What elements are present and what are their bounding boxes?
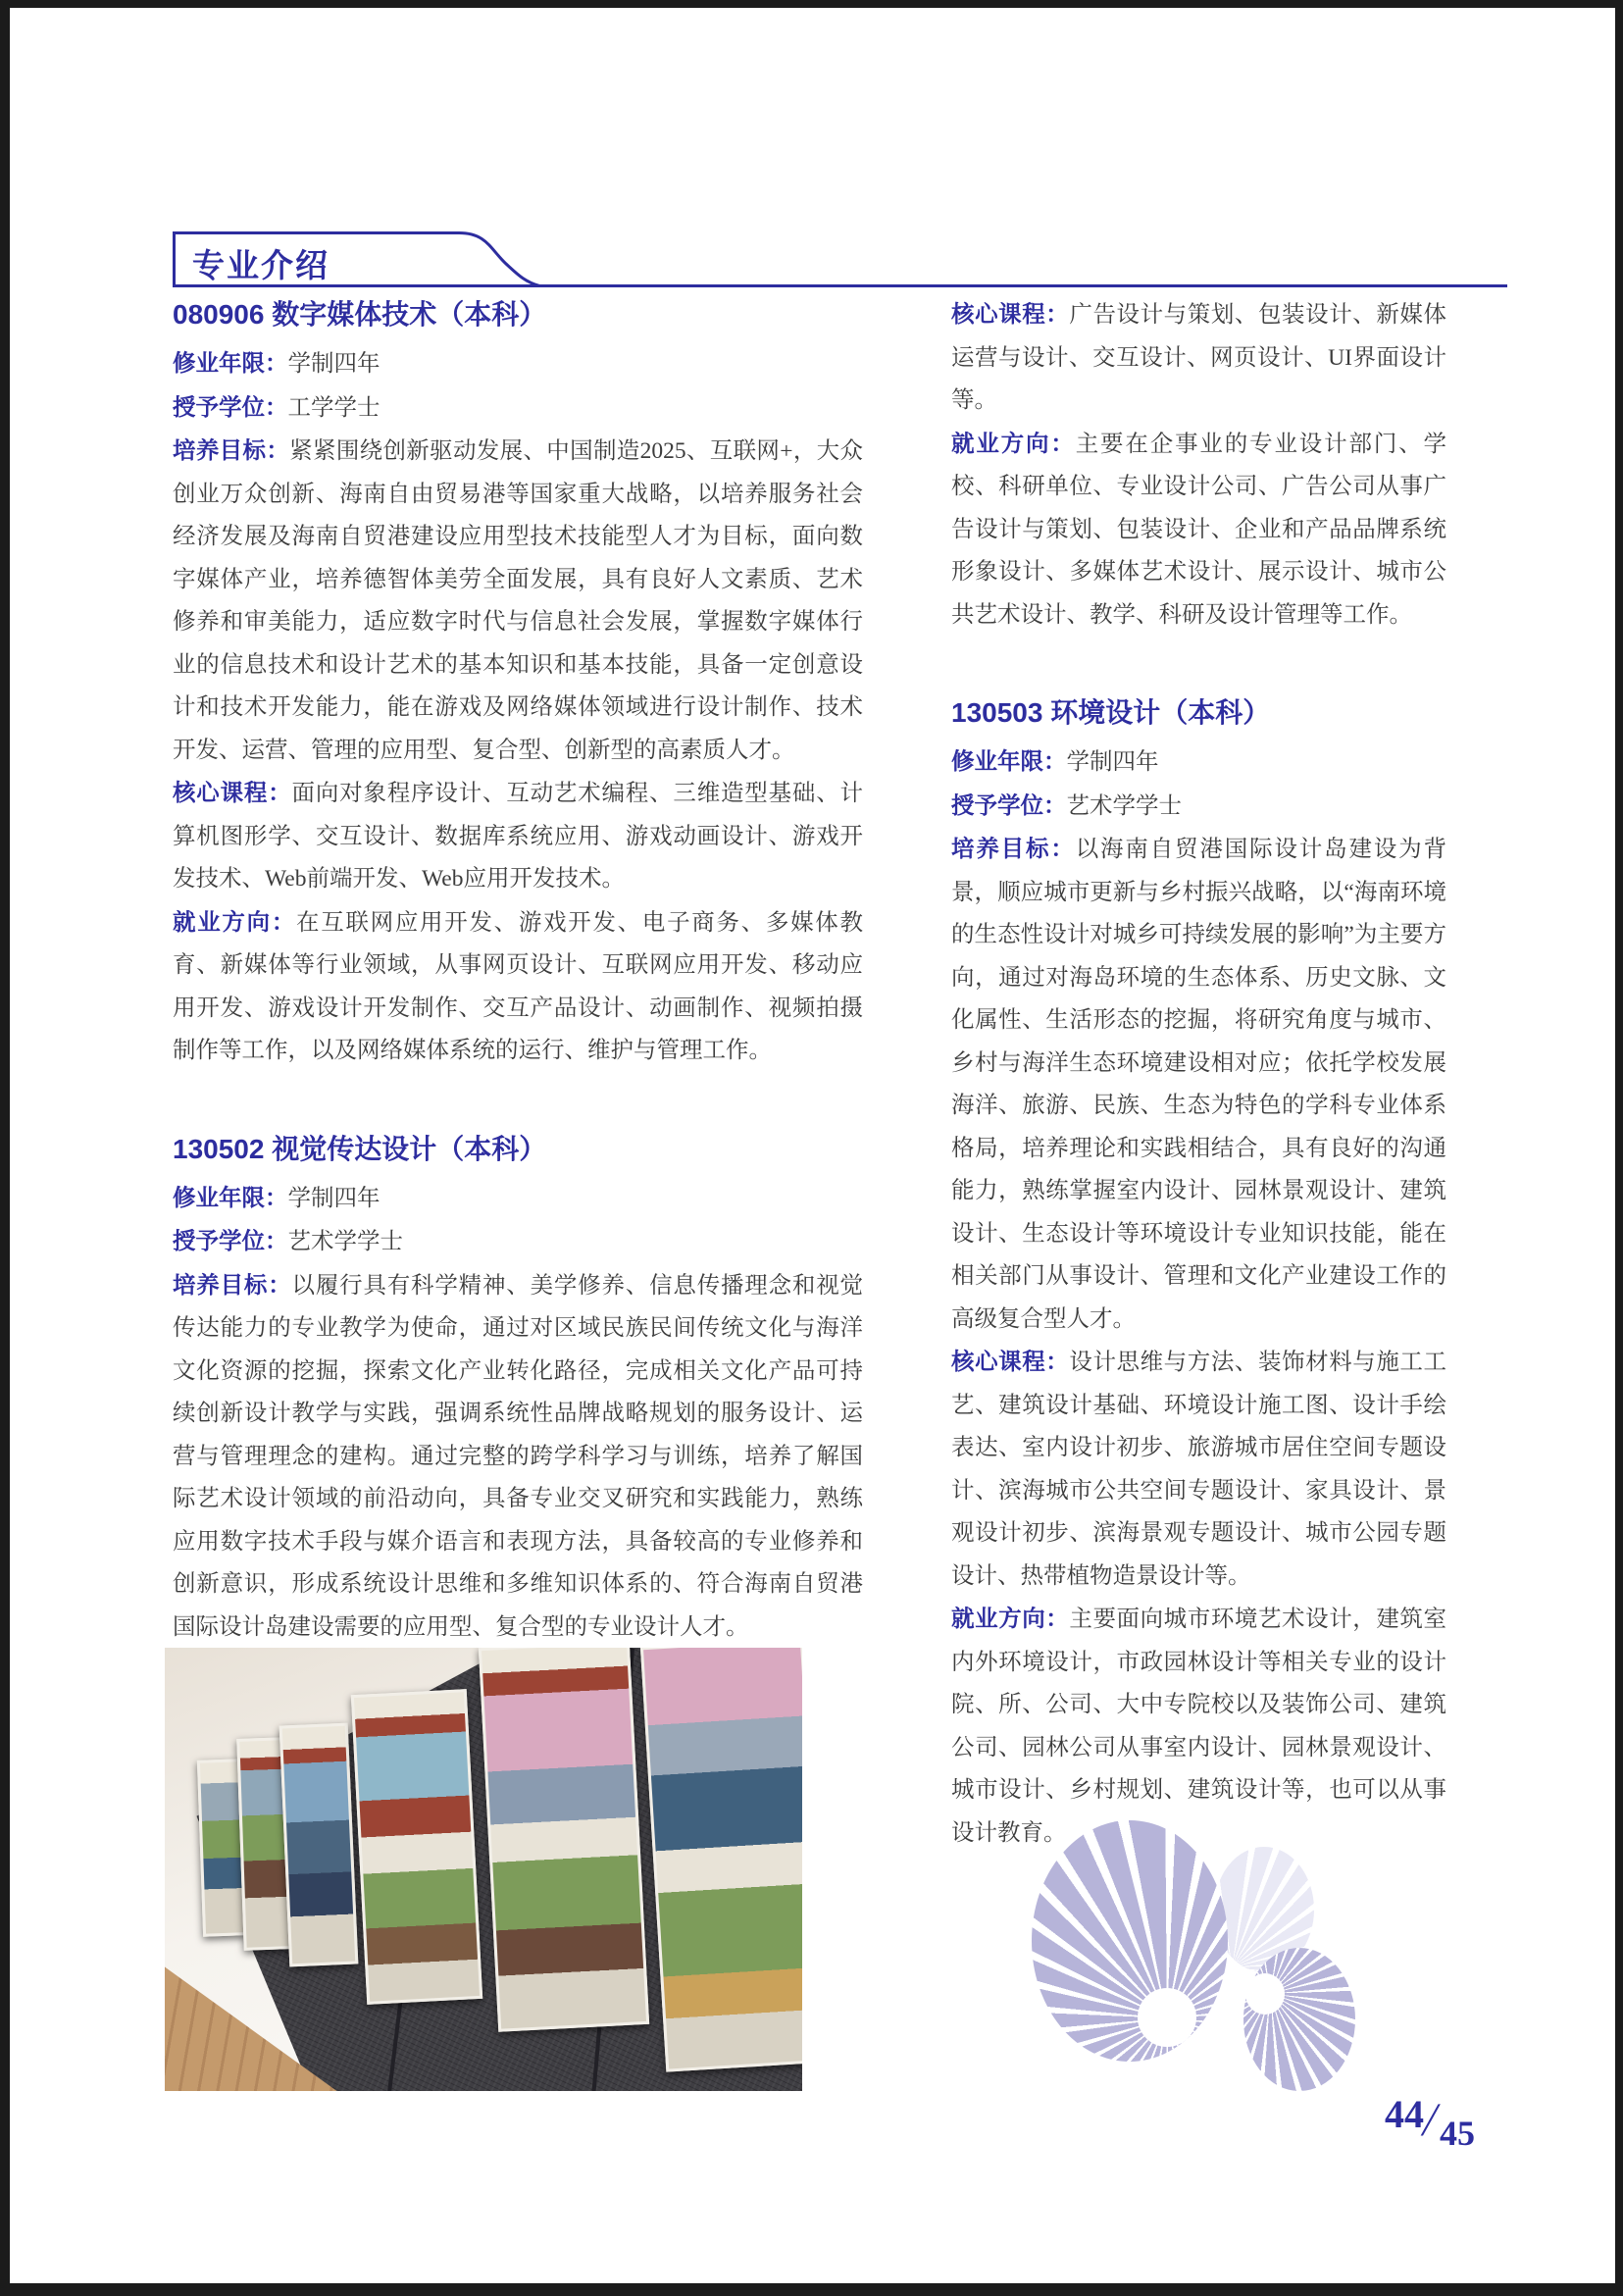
field-label: 修业年限： [173, 1184, 288, 1210]
field-value: 工学学士 [287, 394, 380, 421]
courses-paragraph [173, 772, 863, 901]
fan-shell-decoration-right [1243, 1948, 1355, 2091]
field-value: 以履行具有科学精神、美学修养、信息传播理念和视觉传达能力的专业教学为使命，通过对区域民族民间传统文化与海洋文化资源的挖掘，探索文化产业转化路径，完成相关文化产品可持续创新设计教学与实践，强调系统性品牌战略规划的服务设计、运营与管理理念的建构。通过完整的跨学科学习与训练，培养了解国际艺术设计领域的前沿动向，具备专业交叉研究和实践能力，熟练应用数字技术手段与媒介语言和表现方法，具备较高的专业修养和创新意识，形成系统设计思维和多维知识体系的、符合海南自贸港国际设计岛建设需要的应用型、复合型的专业设计人才。 [173, 1272, 864, 1640]
poster-thumbnail [640, 1648, 802, 2072]
careers-paragraph [951, 1598, 1446, 1855]
fan-hub [1245, 1973, 1285, 2015]
right-column [951, 293, 1446, 1855]
degree-row [173, 386, 863, 431]
page-number-total: 45 [1440, 2114, 1475, 2153]
field-label: 修业年限： [173, 350, 288, 376]
page-number-slash: / [1418, 2094, 1443, 2146]
field-label: 就业方向： [951, 430, 1076, 456]
field-value: 广告设计与策划、包装设计、新媒体运营与设计、交互设计、网页设计、UI界面设计等。 [951, 302, 1446, 413]
program-130503 [951, 691, 1446, 1855]
poster-thumbnail [479, 1648, 649, 2032]
program-title: 130503 环境设计（本科） [951, 697, 1271, 728]
field-label: 培养目标： [951, 836, 1076, 861]
field-value: 紧紧围绕创新驱动发展、中国制造2025、互联网+，大众创业万众创新、海南自由贸易港等国家重大战略，以培养服务社会经济发展及海南自贸港建设应用型技术技能型人才为目标，面向数字媒体产业，培养德智体美劳全面发展，具有良好人文素质、艺术修养和审美能力，适应数字时代与信息社会发展，掌握数字媒体行业的信息技术和设计艺术的基本知识和基本技能，具备一定创意设计和技术开发能力，能在游戏及网络媒体领域进行设计制作、技术开发、运营、管理的应用型、复合型、创新型的高素质人才。 [173, 438, 863, 763]
field-value: 以海南自贸港国际设计岛建设为背景，顺应城市更新与乡村振兴战略，以“海南环境的生态性设计对城乡可持续发展的影响”为主要方向，通过对海岛环境的生态体系、历史文脉、文化属性、生活形态的挖掘，将研究角度与城市、乡村与海洋生态环境建设相对应；依托学校发展海洋、旅游、民族、生态为特色的学科专业体系格局，培养理论和实践相结合，具有良好的沟通能力，熟练掌握室内设计、园林景观设计、建筑设计、生态设计等环境设计专业知识技能，能在相关部门从事设计、管理和文化产业建设工作的高级复合型人才。 [951, 837, 1447, 1332]
left-column [173, 293, 863, 1649]
field-value: 学制四年 [1066, 749, 1159, 775]
program-title: 130502 视觉传达设计（本科） [173, 1133, 547, 1164]
fan-shell-decoration-large [1032, 1820, 1228, 2062]
duration-row [173, 342, 863, 386]
field-label: 核心课程： [173, 780, 292, 805]
section-header [173, 231, 1507, 287]
duration-row [173, 1177, 863, 1221]
page-title: 专业介绍 [192, 247, 330, 283]
field-value: 主要在企事业的专业设计部门、学校、科研单位、专业设计公司、广告公司从事广告设计与策划、包装设计、企业和产品品牌系统形象设计、多媒体艺术设计、展示设计、城市公共艺术设计、教学、科研及设计管理等工作。 [951, 431, 1447, 628]
exhibition-photo [165, 1648, 802, 2091]
program-130502 [173, 1128, 863, 1650]
degree-row [173, 1220, 863, 1264]
field-label: 核心课程： [951, 1349, 1070, 1374]
field-value: 学制四年 [287, 1185, 380, 1211]
poster-thumbnail [279, 1723, 359, 1967]
field-label: 就业方向： [951, 1606, 1070, 1631]
field-value: 设计思维与方法、装饰材料与施工工艺、建筑设计基础、环境设计施工图、设计手绘表达、室内设计初步、旅游城市居住空间专题设计、滨海城市公共空间专题设计、家具设计、景观设计初步、滨海景观专题设计、城市公园专题设计、热带植物造景设计等。 [951, 1350, 1446, 1589]
program-080906 [173, 293, 863, 1073]
poster-thumbnail [351, 1689, 482, 2005]
courses-paragraph [951, 1341, 1446, 1598]
field-value: 在互联网应用开发、游戏开发、电子商务、多媒体教育、新媒体等行业领域，从事网页设计、互联网应用开发、移动应用开发、游戏设计开发制作、交互产品设计、动画制作、视频拍摄制作等工作，以及网络媒体系统的运行、维护与管理工作。 [173, 909, 864, 1063]
careers-paragraph [173, 901, 863, 1073]
field-label: 核心课程： [951, 301, 1070, 327]
field-label: 培养目标： [173, 437, 290, 463]
page-number [1385, 2091, 1473, 2154]
field-value: 面向对象程序设计、互动艺术编程、三维造型基础、计算机图形学、交互设计、数据库系统应用、游戏动画设计、游戏开发技术、Web前端开发、Web应用开发技术。 [173, 781, 864, 892]
duration-row [951, 740, 1446, 785]
objective-paragraph [173, 430, 863, 772]
courses-paragraph [951, 293, 1446, 423]
field-label: 修业年限： [951, 748, 1067, 774]
field-value: 主要面向城市环境艺术设计，建筑室内外环境设计，市政园林设计等相关专业的设计院、所、公司、大中专院校以及装饰公司、建筑公司、园林公司从事室内设计、园林景观设计、城市设计、乡村规划、建筑设计等，也可以从事设计教育。 [951, 1607, 1446, 1846]
program-130502-continued [951, 293, 1446, 637]
field-label: 培养目标： [173, 1271, 292, 1298]
page-number-current: 44 [1385, 2092, 1424, 2136]
field-label: 授予学位： [173, 1228, 288, 1253]
program-title: 080906 数字媒体技术（本科） [173, 299, 547, 330]
fan-hub [1138, 1988, 1196, 2047]
field-value: 学制四年 [287, 351, 380, 377]
field-label: 就业方向： [173, 908, 297, 935]
objective-paragraph [951, 828, 1446, 1341]
field-label: 授予学位： [951, 791, 1067, 818]
objective-paragraph [173, 1264, 863, 1650]
field-value: 艺术学学士 [287, 1229, 403, 1254]
careers-paragraph [951, 423, 1446, 638]
field-label: 授予学位： [173, 393, 288, 420]
field-value: 艺术学学士 [1066, 792, 1182, 819]
degree-row [951, 785, 1446, 829]
